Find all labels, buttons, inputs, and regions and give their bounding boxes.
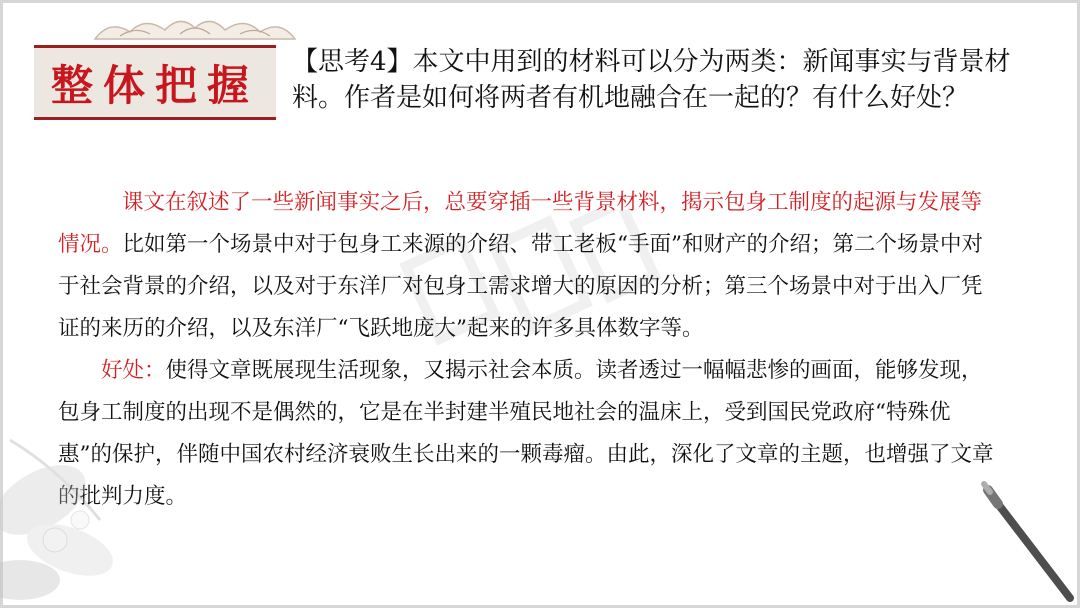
section-title: 整体把握 <box>50 60 259 110</box>
section-title-box <box>34 48 276 117</box>
writing-brush-icon <box>960 480 1080 608</box>
ink-flower-decoration-icon <box>0 380 180 608</box>
answer-detail: 比如第一个场景中对于包身工来源的介绍、带工老板“手面”和财产的介绍；第二个场景中对于社会背景的介绍，以及对于东洋厂对包身工需求增大的原因的分析；第三个场景中对于出入厂凭证的来历的介绍，以及东洋厂“飞跃地庞大”起来的许多具体数字等。 <box>58 232 984 341</box>
benefit-label: 好处： <box>101 358 166 383</box>
benefit-text: 使得文章既展现生活现象，又揭示社会本质。读者透过一幅幅悲惨的画面，能够发现，包身工制度的出现不是偶然的，它是在半封建半殖民地社会的温床上，受到国民党政府“特殊优惠”的保护，伴随中国农村经济衰败生长出来的一颗毒瘤。由此，深化了文章的主题，也增强了文章的批判力度。 <box>58 358 994 509</box>
answer-paragraph-1 <box>58 182 998 350</box>
cloud-ornament-icon <box>90 14 300 44</box>
answer-body <box>58 182 998 518</box>
title-band-bottom <box>34 117 276 120</box>
answer-paragraph-2 <box>58 350 998 518</box>
question-text: 【思考4】本文中用到的材料可以分为两类：新闻事实与背景材料。作者是如何将两者有机地融合在一起的？有什么好处？ <box>292 47 1011 113</box>
answer-highlight: 课文在叙述了一些新闻事实之后，总要穿插一些背景材料，揭示包身工制度的起源与发展等情况。 <box>58 190 983 257</box>
